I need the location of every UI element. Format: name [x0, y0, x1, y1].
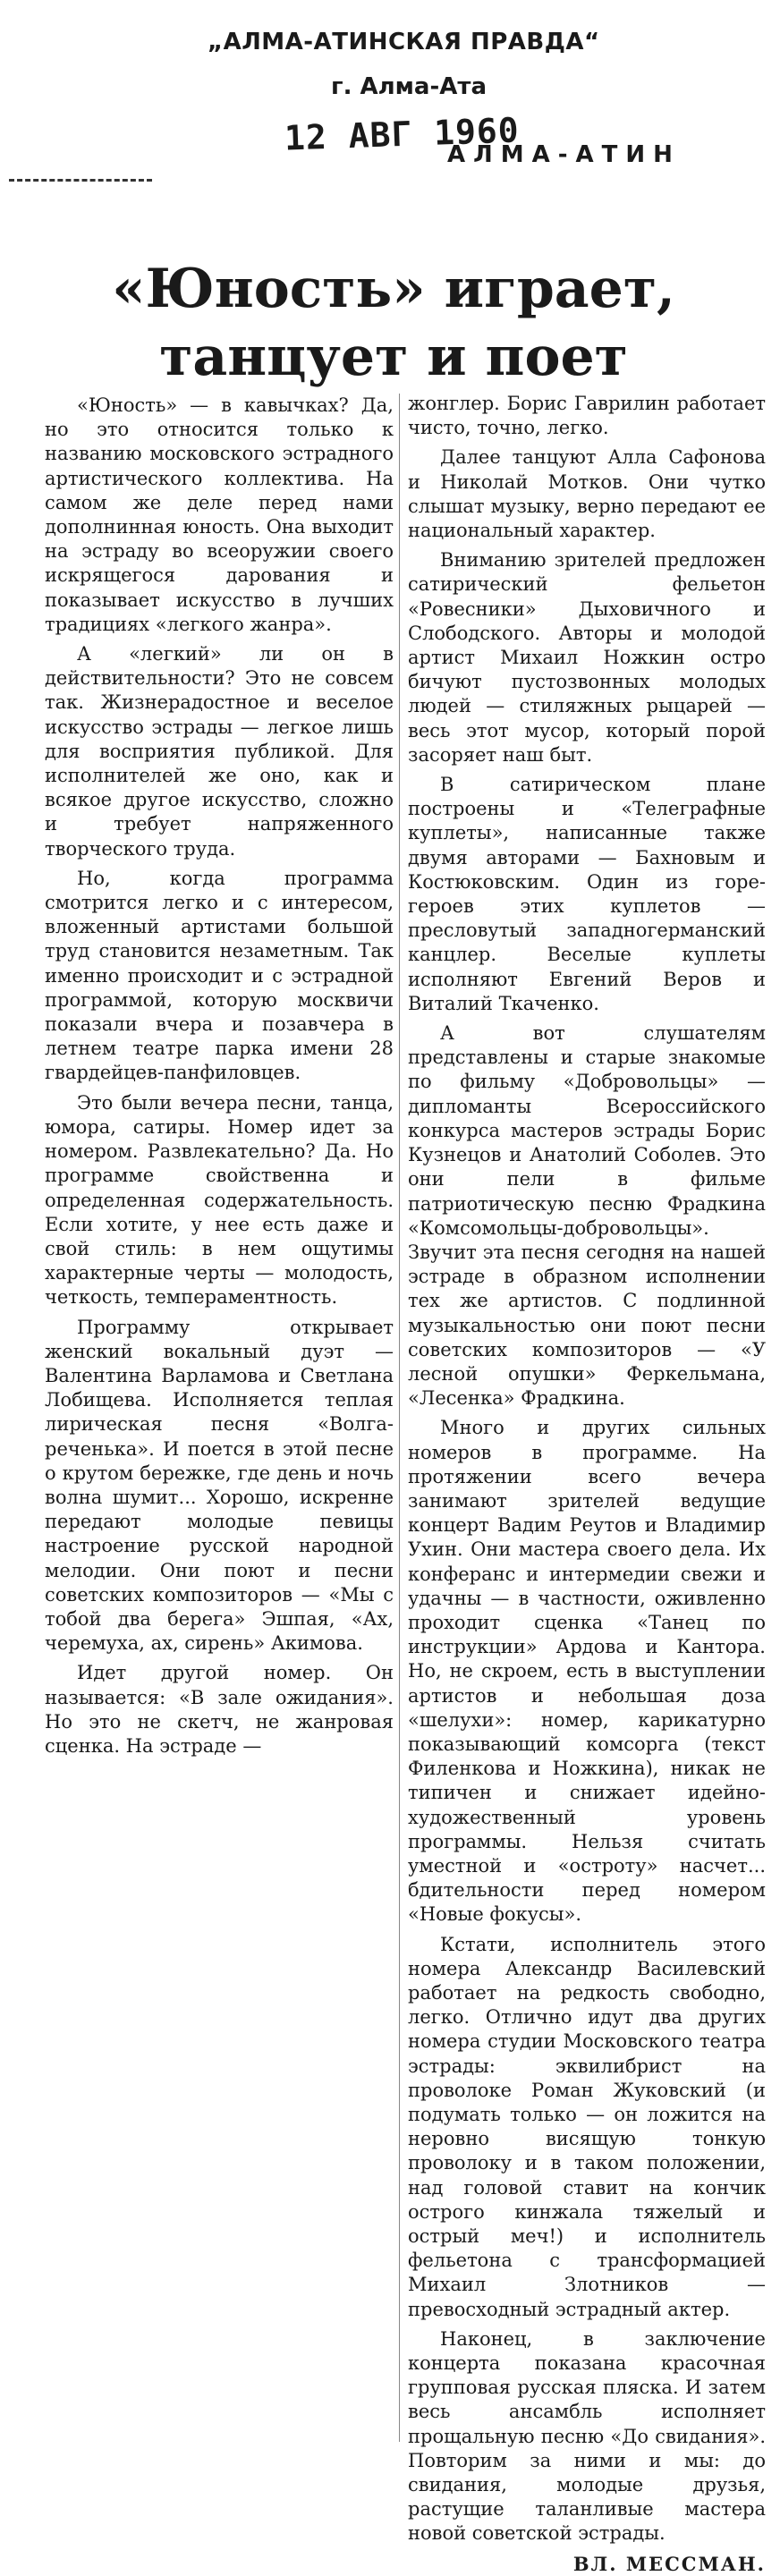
paragraph: жонглер. Борис Гаврилин работает чисто, точно, легко.: [408, 393, 766, 439]
article-column-right: [408, 392, 766, 2576]
date-stamp: 12 АВГ 1960: [284, 110, 521, 158]
paragraph: В сатирическом плане построены и «Телеграфные куплеты», написанные также двумя авторами — Бахновым и Костюковским. Один из горе-героев этих куплетов — пресловутый западногерманский канцлер. Веселые куплеты исполняют Евгений Веров и Виталий Ткаченко.: [408, 774, 766, 1014]
paragraph: Далее танцуют Алла Сафонова и Николай Мотков. Они чутко слышат музыку, верно передают ее национальный характер.: [408, 446, 766, 542]
newspaper-name: „АЛМА-АТИНСКАЯ ПРАВДА“: [208, 29, 600, 55]
paragraph: «Юность» — в кавычках? Да, но это относится только к названию московского эстрадного артистического коллектива. На самом же деле перед нами дополнинная юность. Она выходит на эстраду во всеоружии своего искрящегося дарования и показывает искусство в лучших традициях «легкого жанра».: [45, 394, 394, 635]
paragraph: Наконец, в заключение концерта показана красочная групповая русская пляска. И затем весь ансамбль исполняет прощальную песню «До свидания». Повторим за ними и мы: до свидания, молодые друзья, растущие таланливые мастера новой советской эстрады.: [408, 2327, 766, 2545]
column-divider: [399, 394, 400, 2442]
article-column-left: [45, 394, 394, 1764]
clipping-header: [0, 0, 780, 215]
paragraph: Идет другой номер. Он называется: «В зале ожидания». Но это не скетч, не жанровая сценка. На эстраде —: [45, 1662, 394, 1757]
paragraph: Но, когда программа смотрится легко и с интересом, вложенный артистами большой труд становится незаметным. Так именно происходит и с эстрадной программой, которую москвичи показали вчера и позавчера в летнем театре парка имени 28 гвардейцев-панфиловцев.: [45, 867, 394, 1084]
article-headline: «Юность» играет, танцует и поет: [112, 258, 675, 388]
city-stamp: АЛМА-АТИН: [447, 141, 681, 168]
paragraph: А вот слушателям представлены и старые знакомые по фильму «Добровольцы» — дипломанты Всероссийского конкурса мастеров эстрады Борис Кузнецов и Анатолий Соболев. Это они пели в фильме патриотическую песню Фрадкина «Комсомольцы-добровольцы». Звучит эта песня сегодня на нашей эстраде в образном исполнении тех же артистов. С подлинной музыкальностью они поют песни советских композиторов — «У лесной опушки» Феркельмана, «Лесенка» Фрадкина.: [408, 1022, 766, 1410]
paragraph: Это были вечера песни, танца, юмора, сатиры. Номер идет за номером. Развлекательно? Да. Но программе свойственна и определенная содержательность. Если хотите, у нее есть даже и свой стиль: в нем ощутимы характерные черты — молодость, четкость, темпераментность.: [45, 1091, 394, 1309]
paragraph: Программу открывает женский вокальный дуэт — Валентина Варламова и Светлана Лобищева. Исполняется теплая лирическая песня «Волга-реченька». И поется в этой песне о крутом бережке, где день и ночь волна шумит... Хорошо, искренне передают молодые певицы настроение русской народной мелодии. Они поют и песни советских композиторов — «Мы с тобой два берега» Эшпая, «Ах, черемуха, ах, сирень» Акимова.: [45, 1316, 394, 1655]
paragraph: Кстати, исполнитель этого номера Александр Василевский работает на редкость свободно, легко. Отлично идут два других номера студии Московского театра эстрады: эквилибрист на проволоке Роман Жуковский (и подумать только — он ложится на неровно висящую тонкую проволоку и в таком положении, над головой ставит на кончик острого кинжала тяжелый и острый меч!) и исполнитель фельетона с трансформацией Михаил Злотников — превосходный эстрадный актер.: [408, 1933, 766, 2320]
newspaper-city: г. Алма-Ата: [331, 73, 488, 100]
header-rule: [9, 179, 152, 196]
paragraph: А «легкий» ли он в действительности? Это не совсем так. Жизнерадостное и веселое искусство эстрады — легкое лишь для восприятия публикой. Для исполнителей же оно, как и всякое другое искусство, сложно и требует напряженного творческого труда.: [45, 643, 394, 860]
paragraph: Много и других сильных номеров в программе. На протяжении всего вечера занимают зрителей ведущие концерт Вадим Реутов и Владимир Ухин. Они мастера своего дела. Их конферанс и интермедии свежи и удачны — в частности, оживленно проходит сценка «Танец по инструкции» Ардова и Кантора. Но, не скроем, есть в выступлении артистов и небольшая доза «шелухи»: номер, карикатурно показывающий комсорга (текст Филенкова и Ножкина), никак не типичен и снижает идейно-художественный уровень программы. Нельзя считать уместной и «остроту» насчет... бдительности перед номером «Новые фокусы».: [408, 1417, 766, 1926]
paragraph: Вниманию зрителей предложен сатирический фельетон «Ровесники» Дыховичного и Слободского. Авторы и молодой артист Михаил Ножкин остро бичуют пустозвонных молодых людей — стиляжных рыцарей — весь этот мусор, который порой засоряет наш быт.: [408, 549, 766, 766]
author-signature: ВЛ. МЕССМАН.: [572, 2552, 766, 2575]
